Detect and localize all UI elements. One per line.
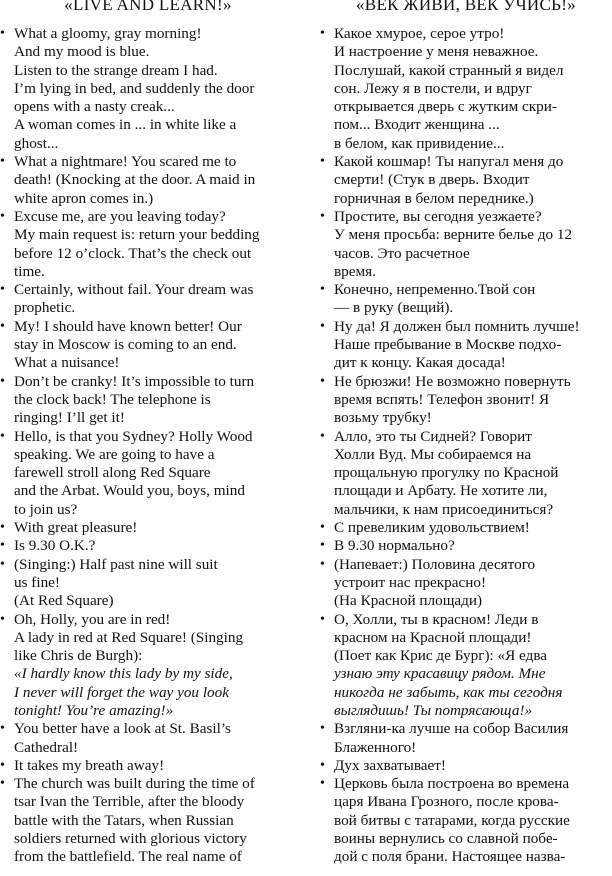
dialogue-line: • Дух захватывает! <box>320 756 446 774</box>
bullet-icon: • <box>0 520 5 536</box>
dialogue-line: • Is 9.30 O.K.? <box>0 537 96 555</box>
bullet-icon: • <box>0 26 5 41</box>
dialogue-line: • С превеликим удовольствием! <box>320 519 530 537</box>
bullet-icon: • <box>0 721 5 737</box>
bullet-icon: • <box>320 757 325 773</box>
dialogue-line: • Конечно, непременно.Твой сон — в руку (вещий). <box>320 281 536 317</box>
bullet-icon: • <box>320 520 325 536</box>
bullet-icon: • <box>320 556 325 572</box>
english-column <box>0 0 296 867</box>
dialogue-line: • You better have a look at St. Basil’s Cathedral! <box>0 720 231 756</box>
bullet-icon: • <box>320 26 325 41</box>
dialogue-line: • Hello, is that you Sydney? Holly Wood speaking. We are going to have a farewell stroll along Red Square and the Arbat. Would you, boys, mind to join us? <box>0 427 253 518</box>
bullet-icon: • <box>0 776 5 792</box>
dialogue-line: • Алло, это ты Сидней? Говорит Холли Вуд. Мы собираемся на прощальную прогулку по Красной площади и Арбату. Не хотите ли, мальчики, к нам присоединиться? <box>320 427 559 518</box>
bullet-icon: • <box>0 538 5 554</box>
bullet-icon: • <box>320 318 325 334</box>
dialogue-line: • Oh, Holly, you are in red! A lady in red at Red Square! (Singing like Chris de Burgh): «I hardly know this lady by my side, I never will forget the way you look tonight! You’re amazing!» <box>0 610 244 719</box>
dialogue-line: • (Напевает:) Половина десятого устроит нас прекрасно! (На Красной площади) <box>320 555 536 610</box>
dialogue-line: • (Singing:) Half past nine will suit us fine! (At Red Square) <box>0 555 218 610</box>
bullet-icon: • <box>320 282 325 298</box>
dialogue-line: • Don’t be cranky! It’s impossible to turn the clock back! The telephone is ringing! I’ll get it! <box>0 372 255 427</box>
bullet-icon: • <box>320 538 325 554</box>
russian-title: «ВЕК ЖИВИ, ВЕК УЧИСЬ!» <box>356 0 576 14</box>
bullet-icon: • <box>0 208 5 224</box>
bullet-icon: • <box>0 318 5 334</box>
bullet-icon: • <box>320 428 325 444</box>
dialogue-line: • What a gloomy, gray morning! And my mood is blue. Listen to the strange dream I had. I’m lying in bed, and suddenly the door opens with a nasty creak... A woman comes in ... in white like a ghost... <box>0 25 255 152</box>
bullet-icon: • <box>320 776 325 792</box>
bullet-icon: • <box>0 556 5 572</box>
english-entries <box>0 25 296 867</box>
bullet-icon: • <box>320 208 325 224</box>
bullet-icon: • <box>0 373 5 389</box>
bullet-icon: • <box>0 428 5 444</box>
english-title: «LIVE AND LEARN!» <box>64 0 232 14</box>
dialogue-line: • What a nightmare! You scared me to death! (Knocking at the door. A maid in white apron comes in.) <box>0 153 256 207</box>
bullet-icon: • <box>0 282 5 298</box>
dialogue-line: • Excuse me, are you leaving today? My main request is: return your bedding before 12 o’clock. That’s the check out time. <box>0 207 260 280</box>
dialogue-line: • В 9.30 нормально? <box>320 537 455 555</box>
bullet-icon: • <box>320 373 325 389</box>
russian-column <box>320 0 612 867</box>
bullet-icon: • <box>0 757 5 773</box>
dialogue-line: • Какое хмурое, серое утро! И настроение у меня неважное. Послушай, какой странный я видел сон. Лежу я в постели, и вдруг открывается дверь с жутким скри- пом... Входит женщина ... в белом, как привидение... <box>320 25 564 152</box>
dialogue-line: • With great pleasure! <box>0 519 138 537</box>
dialogue-line: • Ну да! Я должен был помнить лучше! Наше пребывание в Москве подхо- дит к концу. Какая досада! <box>320 317 580 372</box>
dialogue-line: • Какой кошмар! Ты напугал меня до смерти! (Стук в дверь. Входит горничная в белом переднике.) <box>320 153 564 207</box>
dialogue-line: • Церковь была построена во времена царя Ивана Грозного, после крова- вой битвы с татарами, когда русские воины вернулись со славной побе- дой с поля брани. Настоящее назва- <box>320 775 570 866</box>
dialogue-line: • О, Холли, ты в красном! Леди в красном на Красной площади! (Поет как Крис де Бург): «Я едва узнаю эту красавицу рядом. Мне никогда не забыть, как ты сегодня выглядишь! Ты потрясающа!» <box>320 610 563 719</box>
dialogue-line: • Простите, вы сегодня уезжаете? У меня просьба: верните белье до 12 часов. Это расчетное время. <box>320 207 573 280</box>
dialogue-line: • Не брюзжи! Не возможно повернуть время вспять! Телефон звонит! Я возьму трубку! <box>320 372 571 427</box>
bullet-icon: • <box>320 154 325 170</box>
dialogue-line: • It takes my breath away! <box>0 756 165 774</box>
russian-entries <box>320 25 612 867</box>
bullet-icon: • <box>0 154 5 170</box>
bullet-icon: • <box>320 721 325 737</box>
bullet-icon: • <box>320 611 325 627</box>
dialogue-line: • Certainly, without fail. Your dream was prophetic. <box>0 281 254 317</box>
dialogue-line: • The church was built during the time of tsar Ivan the Terrible, after the bloody battle with the Tatars, when Russian soldiers returned with glorious victory from the battlefield. The real name of <box>0 775 255 866</box>
dialogue-line: • Взгляни-ка лучше на собор Василия Блаженного! <box>320 720 569 756</box>
bullet-icon: • <box>0 611 5 627</box>
dialogue-line: • My! I should have known better! Our stay in Moscow is coming to an end. What a nuisance! <box>0 317 242 372</box>
